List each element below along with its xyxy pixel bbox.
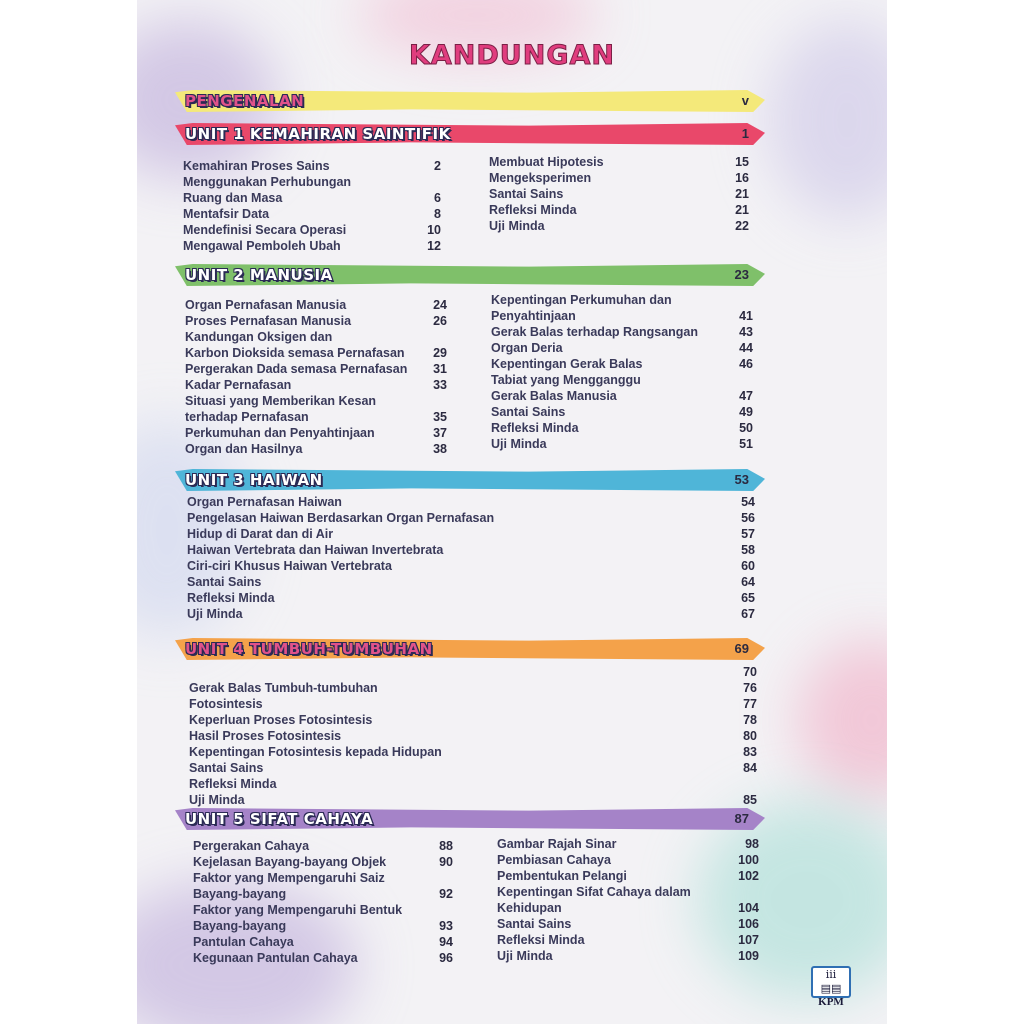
unit-5-page: 87 bbox=[734, 811, 749, 826]
list-item: Santai Sains 21 bbox=[489, 187, 749, 201]
unit-2-band bbox=[175, 264, 765, 286]
list-item: Proses Pernafasan Manusia 26 bbox=[185, 314, 447, 328]
unit-2-right-list bbox=[491, 292, 753, 452]
list-item: Uji Minda 22 bbox=[489, 219, 749, 233]
list-item: Kepentingan Sifat Cahaya dalam bbox=[497, 885, 691, 899]
list-item: Mendefinisi Secara Operasi 10 bbox=[183, 223, 441, 237]
unit-1-band bbox=[175, 123, 765, 145]
list-item: Kehidupan 104 bbox=[497, 901, 759, 915]
list-item: Refleksi Minda 50 bbox=[491, 421, 753, 435]
list-item: Uji Minda 51 bbox=[491, 437, 753, 451]
list-item: Santai Sains 84 bbox=[189, 761, 757, 775]
list-item: Refleksi Minda 107 bbox=[497, 933, 759, 947]
list-item: Faktor yang Mempengaruhi Saiz bbox=[193, 871, 385, 885]
intro-label: PENGENALAN bbox=[185, 92, 305, 110]
intro-band bbox=[175, 90, 765, 112]
list-item: Kemahiran Proses Sains 2 bbox=[183, 159, 441, 173]
page-title: KANDUNGAN bbox=[408, 40, 615, 71]
unit-1-right-list bbox=[489, 154, 749, 234]
unit-3-list bbox=[187, 494, 755, 622]
unit-4-label: UNIT 4 TUMBUH-TUMBUHAN bbox=[185, 640, 433, 658]
unit-3-band bbox=[175, 469, 765, 491]
unit-2-page: 23 bbox=[734, 267, 749, 282]
list-item: Tabiat yang Mengganggu bbox=[491, 373, 641, 387]
list-item: Organ Deria 44 bbox=[491, 341, 753, 355]
unit-3-label: UNIT 3 HAIWAN bbox=[185, 471, 323, 489]
unit-4-list bbox=[189, 664, 757, 808]
list-item: Karbon Dioksida semasa Pernafasan 29 bbox=[185, 346, 447, 360]
list-item: Pergerakan Dada semasa Pernafasan 31 bbox=[185, 362, 447, 376]
list-item: Kandungan Oksigen dan bbox=[185, 330, 333, 344]
list-item: Santai Sains 106 bbox=[497, 917, 759, 931]
page-number-book-icon: iii ▤▤ bbox=[811, 966, 851, 998]
list-item: Gerak Balas Manusia 47 bbox=[491, 389, 753, 403]
list-item: Organ Pernafasan Manusia 24 bbox=[185, 298, 447, 312]
list-item: Gerak Balas Tumbuh-tumbuhan 76 bbox=[189, 681, 757, 695]
list-item: Faktor yang Mempengaruhi Bentuk bbox=[193, 903, 403, 917]
list-item: Mengeksperimen 16 bbox=[489, 171, 749, 185]
list-item: terhadap Pernafasan 35 bbox=[185, 410, 447, 424]
intro-page: v bbox=[741, 93, 749, 108]
list-item: Kadar Pernafasan 33 bbox=[185, 378, 447, 392]
list-item: Mengawal Pemboleh Ubah 12 bbox=[183, 239, 441, 253]
list-item: Penyahtinjaan 41 bbox=[491, 309, 753, 323]
list-item: Pengelasan Haiwan Berdasarkan Organ Pernafasan 56 bbox=[187, 511, 755, 525]
list-item: Situasi yang Memberikan Kesan bbox=[185, 394, 377, 408]
list-item: Kepentingan Perkumuhan dan bbox=[491, 293, 672, 307]
page-number: iii bbox=[825, 968, 837, 981]
list-item: Kejelasan Bayang-bayang Objek 90 bbox=[193, 855, 453, 869]
list-item: Pantulan Cahaya 94 bbox=[193, 935, 453, 949]
list-item: Gerak Balas terhadap Rangsangan 43 bbox=[491, 325, 753, 339]
list-item: Perkumuhan dan Penyahtinjaan 37 bbox=[185, 426, 447, 440]
list-item: 70 bbox=[743, 665, 757, 679]
list-item: Kegunaan Pantulan Cahaya 96 bbox=[193, 951, 453, 965]
list-item: Refleksi Minda bbox=[189, 777, 277, 791]
unit-3-page: 53 bbox=[734, 472, 749, 487]
list-item: Pergerakan Cahaya 88 bbox=[193, 839, 453, 853]
list-item: Ruang dan Masa 6 bbox=[183, 191, 441, 205]
list-item: Pembentukan Pelangi 102 bbox=[497, 869, 759, 883]
list-item: Membuat Hipotesis 15 bbox=[489, 155, 749, 169]
unit-1-label: UNIT 1 KEMAHIRAN SAINTIFIK bbox=[185, 125, 451, 143]
unit-1-page: 1 bbox=[741, 126, 749, 141]
unit-5-left-list bbox=[193, 838, 453, 966]
list-item: Mentafsir Data 8 bbox=[183, 207, 441, 221]
list-item: Fotosintesis 77 bbox=[189, 697, 757, 711]
unit-5-right-list bbox=[497, 836, 759, 964]
unit-4-page: 69 bbox=[734, 641, 749, 656]
list-item: Kepentingan Fotosintesis kepada Hidupan 83 bbox=[189, 745, 757, 759]
list-item: Uji Minda 67 bbox=[187, 607, 755, 621]
list-item: Refleksi Minda 21 bbox=[489, 203, 749, 217]
publisher-label: KPM bbox=[818, 996, 844, 1008]
list-item: Santai Sains 49 bbox=[491, 405, 753, 419]
unit-2-left-list bbox=[185, 297, 447, 457]
list-item: Refleksi Minda 65 bbox=[187, 591, 755, 605]
list-item: Organ dan Hasilnya 38 bbox=[185, 442, 447, 456]
list-item: Hasil Proses Fotosintesis 80 bbox=[189, 729, 757, 743]
list-item: Bayang-bayang 92 bbox=[193, 887, 453, 901]
list-item: Bayang-bayang 93 bbox=[193, 919, 453, 933]
list-item: Santai Sains 64 bbox=[187, 575, 755, 589]
list-item: Menggunakan Perhubungan bbox=[183, 175, 352, 189]
book-page bbox=[137, 0, 887, 1024]
list-item: Pembiasan Cahaya 100 bbox=[497, 853, 759, 867]
list-item: Ciri-ciri Khusus Haiwan Vertebrata 60 bbox=[187, 559, 755, 573]
list-item: Kepentingan Gerak Balas 46 bbox=[491, 357, 753, 371]
unit-4-band bbox=[175, 638, 765, 660]
unit-1-left-list bbox=[183, 158, 441, 254]
list-item: Uji Minda 85 bbox=[189, 793, 757, 807]
list-item: Uji Minda 109 bbox=[497, 949, 759, 963]
list-item: Haiwan Vertebrata dan Haiwan Invertebrata 58 bbox=[187, 543, 755, 557]
list-item: Organ Pernafasan Haiwan 54 bbox=[187, 495, 755, 509]
unit-5-band bbox=[175, 808, 765, 830]
list-item: Hidup di Darat dan di Air 57 bbox=[187, 527, 755, 541]
unit-5-label: UNIT 5 SIFAT CAHAYA bbox=[185, 810, 374, 828]
list-item: Keperluan Proses Fotosintesis 78 bbox=[189, 713, 757, 727]
list-item: Gambar Rajah Sinar 98 bbox=[497, 837, 759, 851]
unit-2-label: UNIT 2 MANUSIA bbox=[185, 266, 333, 284]
